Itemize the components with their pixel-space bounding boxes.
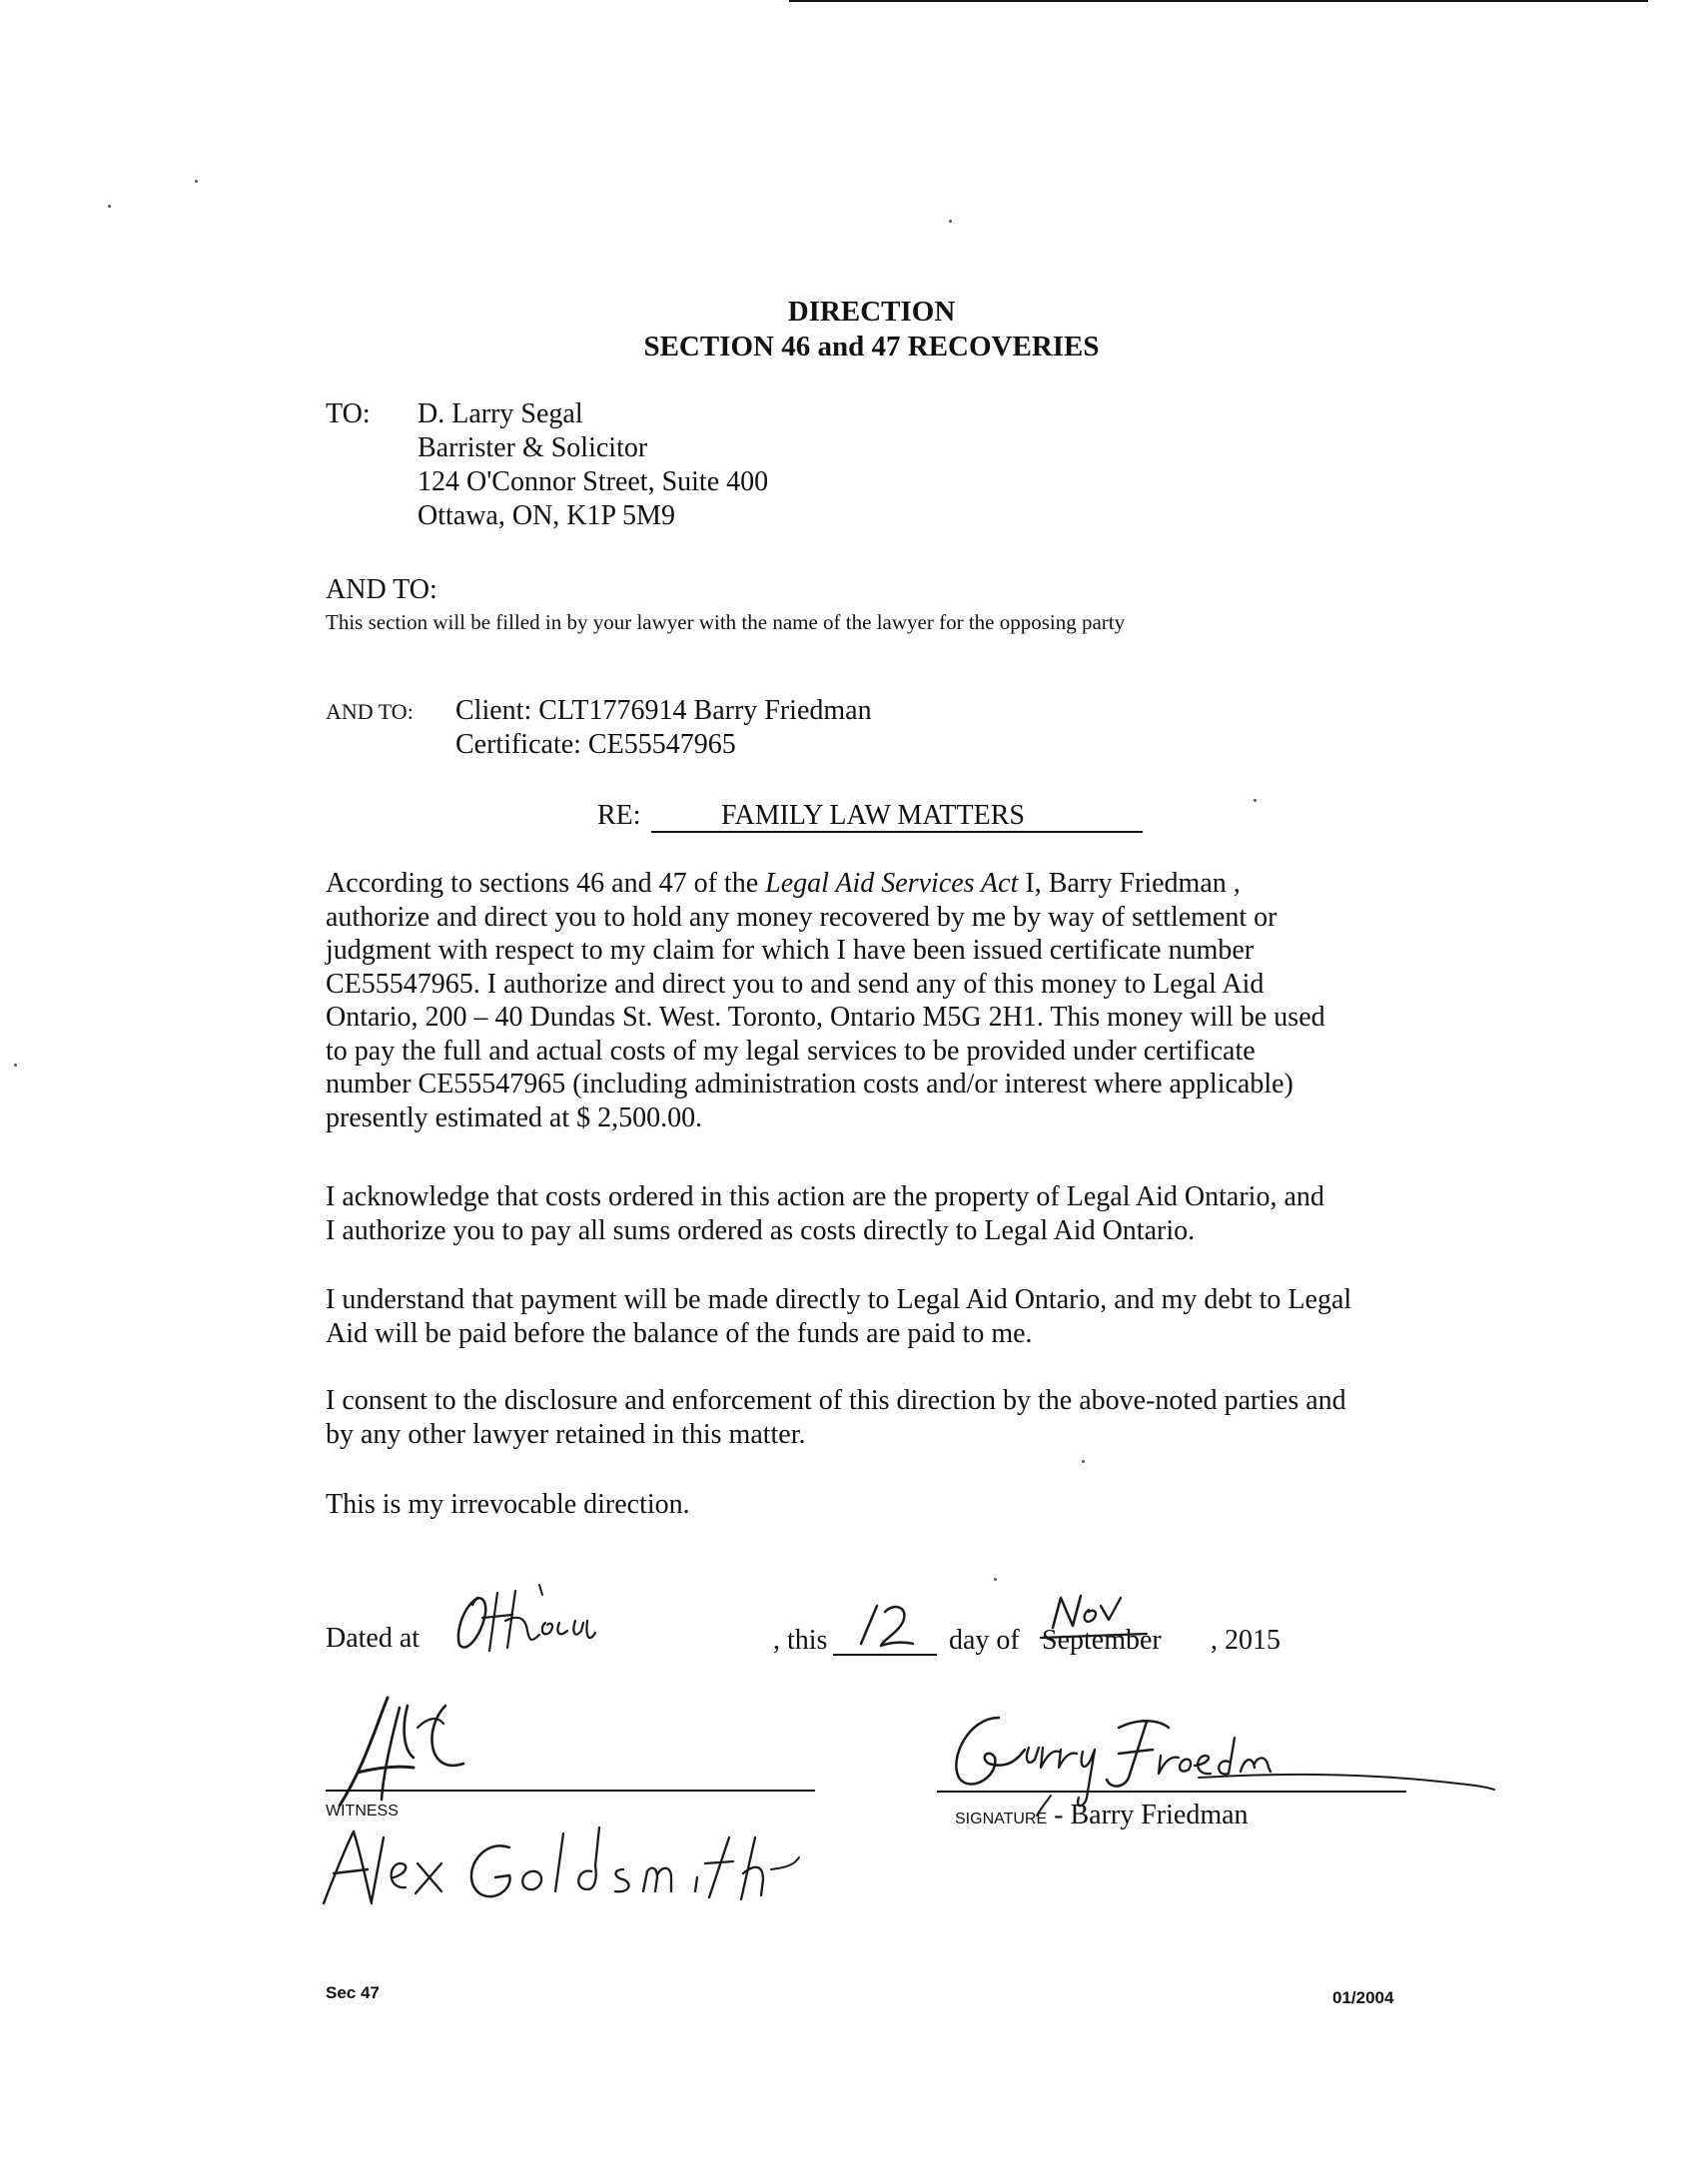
paragraph-line: This is my irrevocable direction. bbox=[326, 1489, 690, 1520]
and-to-label: AND TO: bbox=[326, 574, 437, 605]
this-label: , this bbox=[773, 1625, 828, 1656]
act-name: Legal Aid Services Act bbox=[765, 868, 1019, 899]
paragraph-line: to pay the full and actual costs of my legal services to be provided under certificate bbox=[326, 1035, 1256, 1067]
document-subtitle: SECTION 46 and 47 RECOVERIES bbox=[643, 331, 1100, 363]
scan-speck bbox=[1082, 1460, 1085, 1463]
year-label: , 2015 bbox=[1211, 1625, 1280, 1656]
to-label: TO: bbox=[326, 398, 371, 429]
and-to-client-label: AND TO: bbox=[326, 699, 414, 724]
scan-speck bbox=[949, 220, 952, 223]
paragraph-line: Aid will be paid before the balance of the funds are paid to me. bbox=[326, 1317, 1033, 1349]
certificate-line: Certificate: CE55547965 bbox=[455, 729, 736, 760]
paragraph-line: CE55547965. I authorize and direct you to and send any of this money to Legal Aid bbox=[326, 968, 1265, 1000]
document-title: DIRECTION bbox=[787, 296, 956, 328]
text: According to sections 46 and 47 of the bbox=[326, 868, 766, 899]
signer-name: - Barry Friedman bbox=[1047, 1800, 1249, 1830]
to-address-line: D. Larry Segal bbox=[418, 398, 583, 429]
day-underline bbox=[833, 1654, 937, 1656]
paragraph-irrevocable bbox=[326, 1488, 1424, 1522]
witness-label: WITNESS bbox=[326, 1803, 399, 1820]
scan-speck bbox=[108, 205, 111, 208]
signature-label-row bbox=[955, 1800, 1249, 1831]
re-underline bbox=[651, 831, 1143, 833]
scan-top-edge bbox=[789, 0, 1648, 2]
footer-form-date: 01/2004 bbox=[1332, 1988, 1394, 2007]
paragraph-line: by any other lawyer retained in this matter. bbox=[326, 1418, 806, 1450]
re-label: RE: bbox=[597, 800, 641, 831]
witness-signature bbox=[318, 1688, 497, 1818]
handwritten-day bbox=[847, 1598, 927, 1658]
day-of-label: day of bbox=[949, 1625, 1020, 1656]
paragraph-line: Ontario, 200 – 40 Dundas St. West. Toronto, Ontario M5G 2H1. This money will be used bbox=[326, 1002, 1325, 1033]
signature-line bbox=[937, 1791, 1406, 1793]
paragraph-payment bbox=[326, 1283, 1424, 1350]
paragraph-first-line bbox=[326, 867, 1424, 901]
paragraph-line: I authorize you to pay all sums ordered as costs directly to Legal Aid Ontario. bbox=[326, 1214, 1196, 1246]
client-line: Client: CLT1776914 Barry Friedman bbox=[455, 695, 872, 726]
paragraph-authorization bbox=[326, 867, 1424, 1134]
to-address-line: Ottawa, ON, K1P 5M9 bbox=[418, 500, 675, 531]
witness-line bbox=[326, 1790, 815, 1792]
scan-speck bbox=[14, 1064, 17, 1067]
footer-form-code: Sec 47 bbox=[326, 1983, 380, 2002]
paragraph-line: number CE55547965 (including administration costs and/or interest where applicable) bbox=[326, 1069, 1293, 1099]
handwritten-month-correction bbox=[1039, 1588, 1169, 1658]
to-address-line: 124 O'Connor Street, Suite 400 bbox=[418, 466, 769, 497]
paragraph-line: authorize and direct you to hold any money recovered by me by way of settlement or bbox=[326, 901, 1277, 933]
re-value: FAMILY LAW MATTERS bbox=[721, 800, 1025, 831]
month-printed: September bbox=[1042, 1625, 1162, 1656]
paragraph-costs bbox=[326, 1180, 1424, 1247]
paragraph-consent bbox=[326, 1384, 1424, 1451]
paragraph-line: I acknowledge that costs ordered in this action are the property of Legal Aid Ontario, and bbox=[326, 1181, 1324, 1212]
paragraph-line: judgment with respect to my claim for which I have been issued certificate number bbox=[326, 935, 1255, 966]
text: I, Barry Friedman , bbox=[1018, 868, 1241, 899]
handwritten-place bbox=[447, 1583, 627, 1663]
to-address-line: Barrister & Solicitor bbox=[418, 432, 648, 463]
scan-speck bbox=[994, 1578, 997, 1581]
witness-name-handwritten bbox=[310, 1808, 809, 1917]
dated-at-label: Dated at bbox=[326, 1623, 421, 1654]
scan-speck bbox=[1254, 799, 1257, 802]
opposing-lawyer-note: This section will be filled in by your lawyer with the name of the lawyer for the opposing party bbox=[326, 610, 1126, 634]
paragraph-line: I consent to the disclosure and enforcement of this direction by the above-noted parties and bbox=[326, 1385, 1346, 1416]
paragraph-line: I understand that payment will be made directly to Legal Aid Ontario, and my debt to Legal bbox=[326, 1284, 1352, 1315]
signature-label: SIGNATURE bbox=[955, 1811, 1048, 1827]
scan-speck bbox=[195, 180, 198, 183]
paragraph-line: presently estimated at $ 2,500.00. bbox=[326, 1101, 703, 1133]
